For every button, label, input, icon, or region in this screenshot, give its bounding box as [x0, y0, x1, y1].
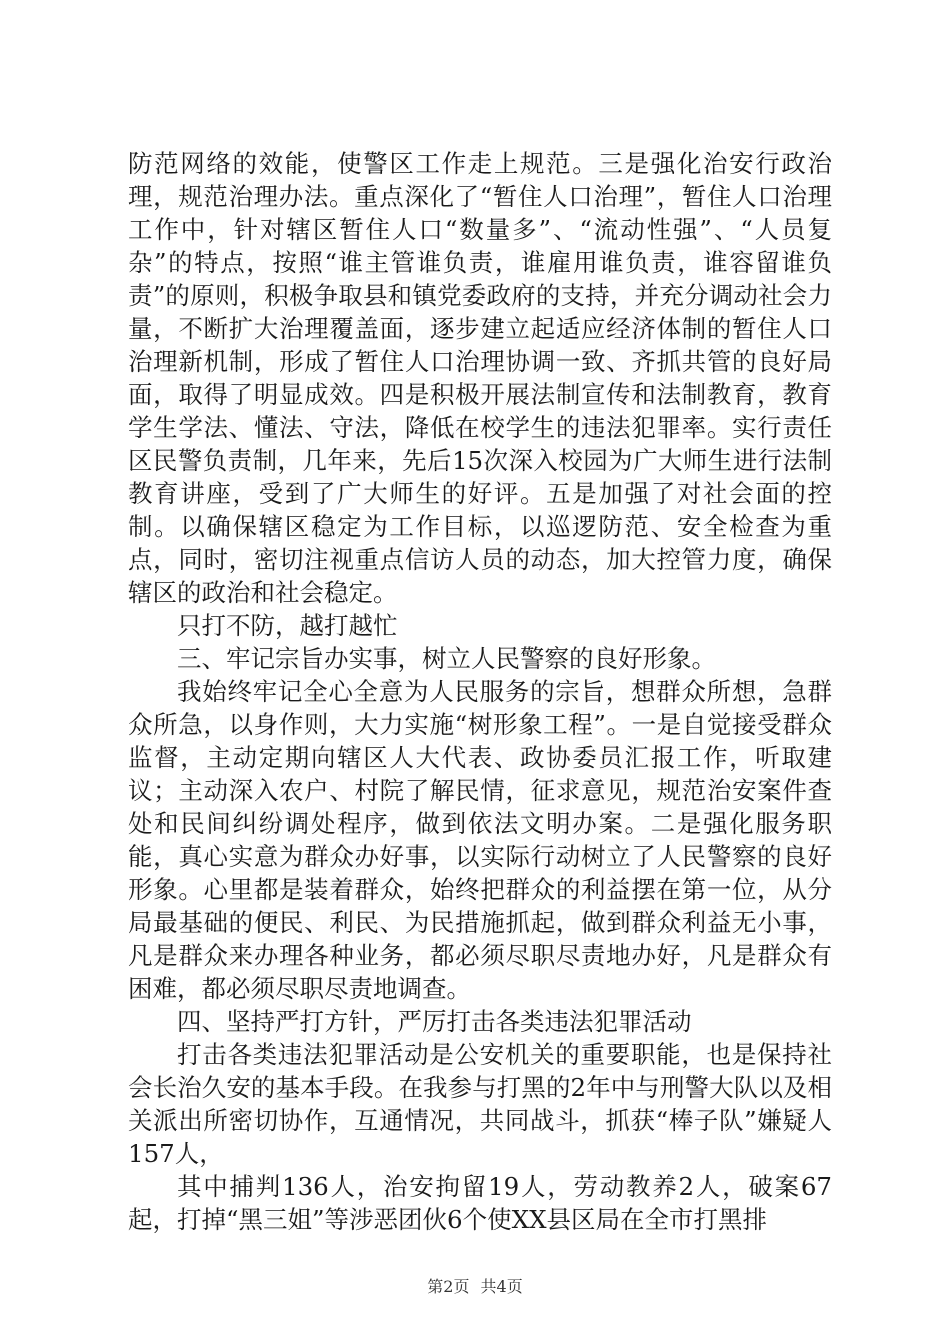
paragraph: 防范网络的效能，使警区工作走上规范。三是强化治安行政治理，规范治理办法。重点深化了“暂住人口治理”，暂住人口治理工作中，针对辖区暂住人口“数量多”、“流动性强”、“人员复杂”的特点，按照“谁主管谁负责，谁雇用谁负责，谁容留谁负责”的原则，积极争取县和镇党委政府的支持，并充分调动社会力量，不断扩大治理覆盖面，逐步建立起适应经济体制的暂住人口治理新机制，形成了暂住人口治理协调一致、齐抓共管的良好局面，取得了明显成效。四是积极开展法制宣传和法制教育，教育学生学法、懂法、守法，降低在校学生的违法犯罪率。实行责任区民警负责制，几年来，先后15次深入校园为广大师生进行法制教育讲座，受到了广大师生的好评。五是加强了对社会面的控制。以确保辖区稳定为工作目标，以巡逻防范、安全检查为重点，同时，密切注视重点信访人员的动态，加大控管力度，确保辖区的政治和社会稳定。	[128, 149, 832, 607]
page-number: 第2页	[427, 1277, 470, 1296]
page-footer	[0, 1274, 950, 1297]
paragraph: 我始终牢记全心全意为人民服务的宗旨，想群众所想，急群众所急，以身作则，大力实施“树形象工程”。一是自觉接受群众监督，主动定期向辖区人大代表、政协委员汇报工作，听取建议；主动深入农户、村院了解民情，征求意见，规范治安案件查处和民间纠纷调处程序，做到依法文明办案。二是强化服务职能，真心实意为群众办好事，以实际行动树立了人民警察的良好形象。心里都是装着群众，始终把群众的利益摆在第一位，从分局最基础的便民、利民、为民措施抓起，做到群众利益无小事，凡是群众来办理各种业务，都必须尽职尽责地办好，凡是群众有困难，都必须尽职尽责地调查。	[128, 677, 832, 1003]
page-total: 共4页	[480, 1277, 523, 1296]
section-heading: 三、牢记宗旨办实事，树立人民警察的良好形象。	[177, 644, 716, 673]
body-text	[128, 147, 832, 1236]
paragraph: 打击各类违法犯罪活动是公安机关的重要职能，也是保持社会长治久安的基本手段。在我参与打黑的2年中与刑警大队以及相关派出所密切协作，互通情况，共同战斗，抓获“棒子队”嫌疑人157人，	[128, 1040, 832, 1168]
section-heading: 四、坚持严打方针，严厉打击各类违法犯罪活动	[177, 1007, 692, 1036]
paragraph: 其中捕判136人，治安拘留19人，劳动教养2人，破案67起，打掉“黑三姐”等涉恶团伙6个使XX县区局在全市打黑排	[128, 1172, 832, 1234]
paragraph: 只打不防，越打越忙	[177, 611, 398, 640]
